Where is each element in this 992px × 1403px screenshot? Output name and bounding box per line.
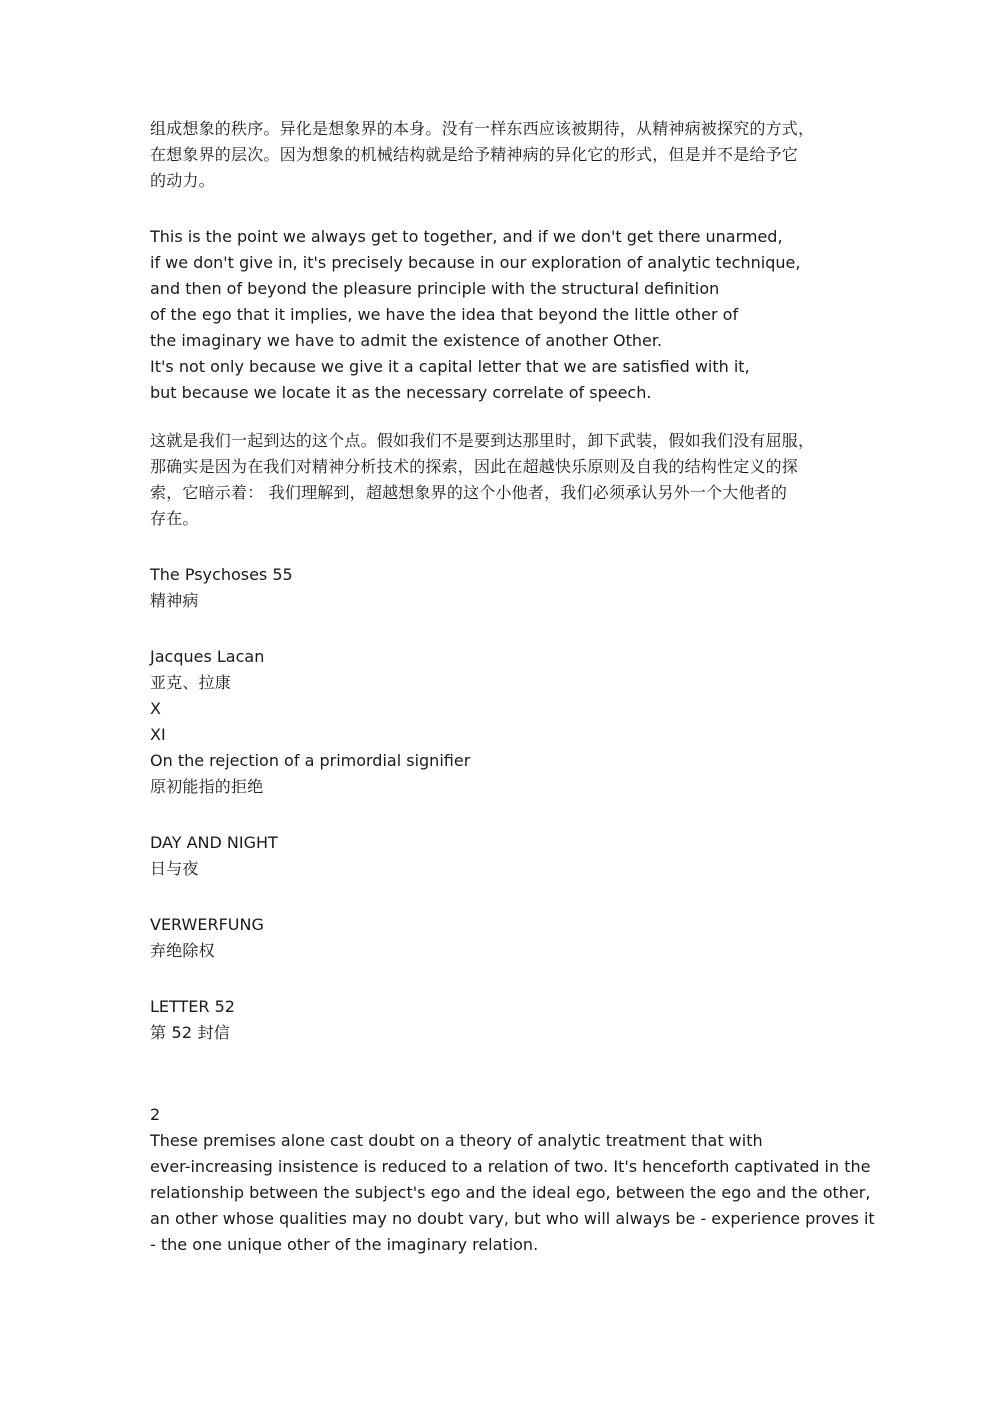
text-line: - the one unique other of the imaginary relation. <box>150 1235 539 1254</box>
topic-title-zh: 第 52 封信 <box>150 1023 230 1042</box>
document-page <box>150 116 875 1258</box>
paragraph-english-1 <box>150 224 850 406</box>
paragraph-chinese-1 <box>150 116 850 194</box>
topic-title-zh: 日与夜 <box>150 859 199 878</box>
topic-title-en: VERWERFUNG <box>150 915 264 934</box>
text-line: 索，它暗示着： 我们理解到，超越想象界的这个小他者，我们必须承认另外一个大他者的 <box>150 483 788 502</box>
topic-day-and-night <box>150 830 850 882</box>
author-block <box>150 644 850 696</box>
chapter-title-en: On the rejection of a primordial signifier <box>150 751 471 770</box>
author-name-zh: 亚克、拉康 <box>150 673 232 692</box>
section-number: 2 <box>150 1105 161 1124</box>
section-2 <box>150 1102 875 1258</box>
text-line: 这就是我们一起到达的这个点。假如我们不是要到达那里时，卸下武装，假如我们没有屈服， <box>150 431 815 450</box>
text-line: 组成想象的秩序。异化是想象界的本身。没有一样东西应该被期待，从精神病被探究的方式， <box>150 119 815 138</box>
topic-title-en: DAY AND NIGHT <box>150 833 278 852</box>
chapter-number-x: X <box>150 699 161 718</box>
text-line: the imaginary we have to admit the existence of another Other. <box>150 331 663 350</box>
chapter-block <box>150 696 850 800</box>
book-title-en: The Psychoses 55 <box>150 565 293 584</box>
paragraph-chinese-2 <box>150 428 850 532</box>
text-line: This is the point we always get to together, and if we don't get there unarmed, <box>150 227 783 246</box>
text-line: 那确实是因为在我们对精神分析技术的探索，因此在超越快乐原则及自我的结构性定义的探 <box>150 457 799 476</box>
text-line: but because we locate it as the necessary correlate of speech. <box>150 383 652 402</box>
text-line: These premises alone cast doubt on a theory of analytic treatment that with <box>150 1131 763 1150</box>
topic-title-zh: 弃绝除权 <box>150 941 215 960</box>
text-line: 的动力。 <box>150 171 215 190</box>
book-title-block <box>150 562 850 614</box>
topic-title-en: LETTER 52 <box>150 997 235 1016</box>
text-line: 在想象界的层次。因为想象的机械结构就是给予精神病的异化它的形式，但是并不是给予它 <box>150 145 799 164</box>
text-line: relationship between the subject's ego and the ideal ego, between the ego and the other, <box>150 1183 871 1202</box>
text-line: if we don't give in, it's precisely because in our exploration of analytic technique, <box>150 253 801 272</box>
book-title-zh: 精神病 <box>150 591 199 610</box>
text-line: an other whose qualities may no doubt vary, but who will always be - experience proves it <box>150 1209 875 1228</box>
text-line: and then of beyond the pleasure principle with the structural definition <box>150 279 720 298</box>
topic-verwerfung <box>150 912 850 964</box>
text-line: of the ego that it implies, we have the idea that beyond the little other of <box>150 305 739 324</box>
text-line: It's not only because we give it a capital letter that we are satisfied with it, <box>150 357 750 376</box>
chapter-title-zh: 原初能指的拒绝 <box>150 777 264 796</box>
text-line: 存在。 <box>150 509 199 528</box>
topic-letter-52 <box>150 994 850 1046</box>
text-line: ever-increasing insistence is reduced to a relation of two. It's henceforth captivated in the <box>150 1157 871 1176</box>
chapter-number-xi: XI <box>150 725 166 744</box>
author-name-en: Jacques Lacan <box>150 647 265 666</box>
